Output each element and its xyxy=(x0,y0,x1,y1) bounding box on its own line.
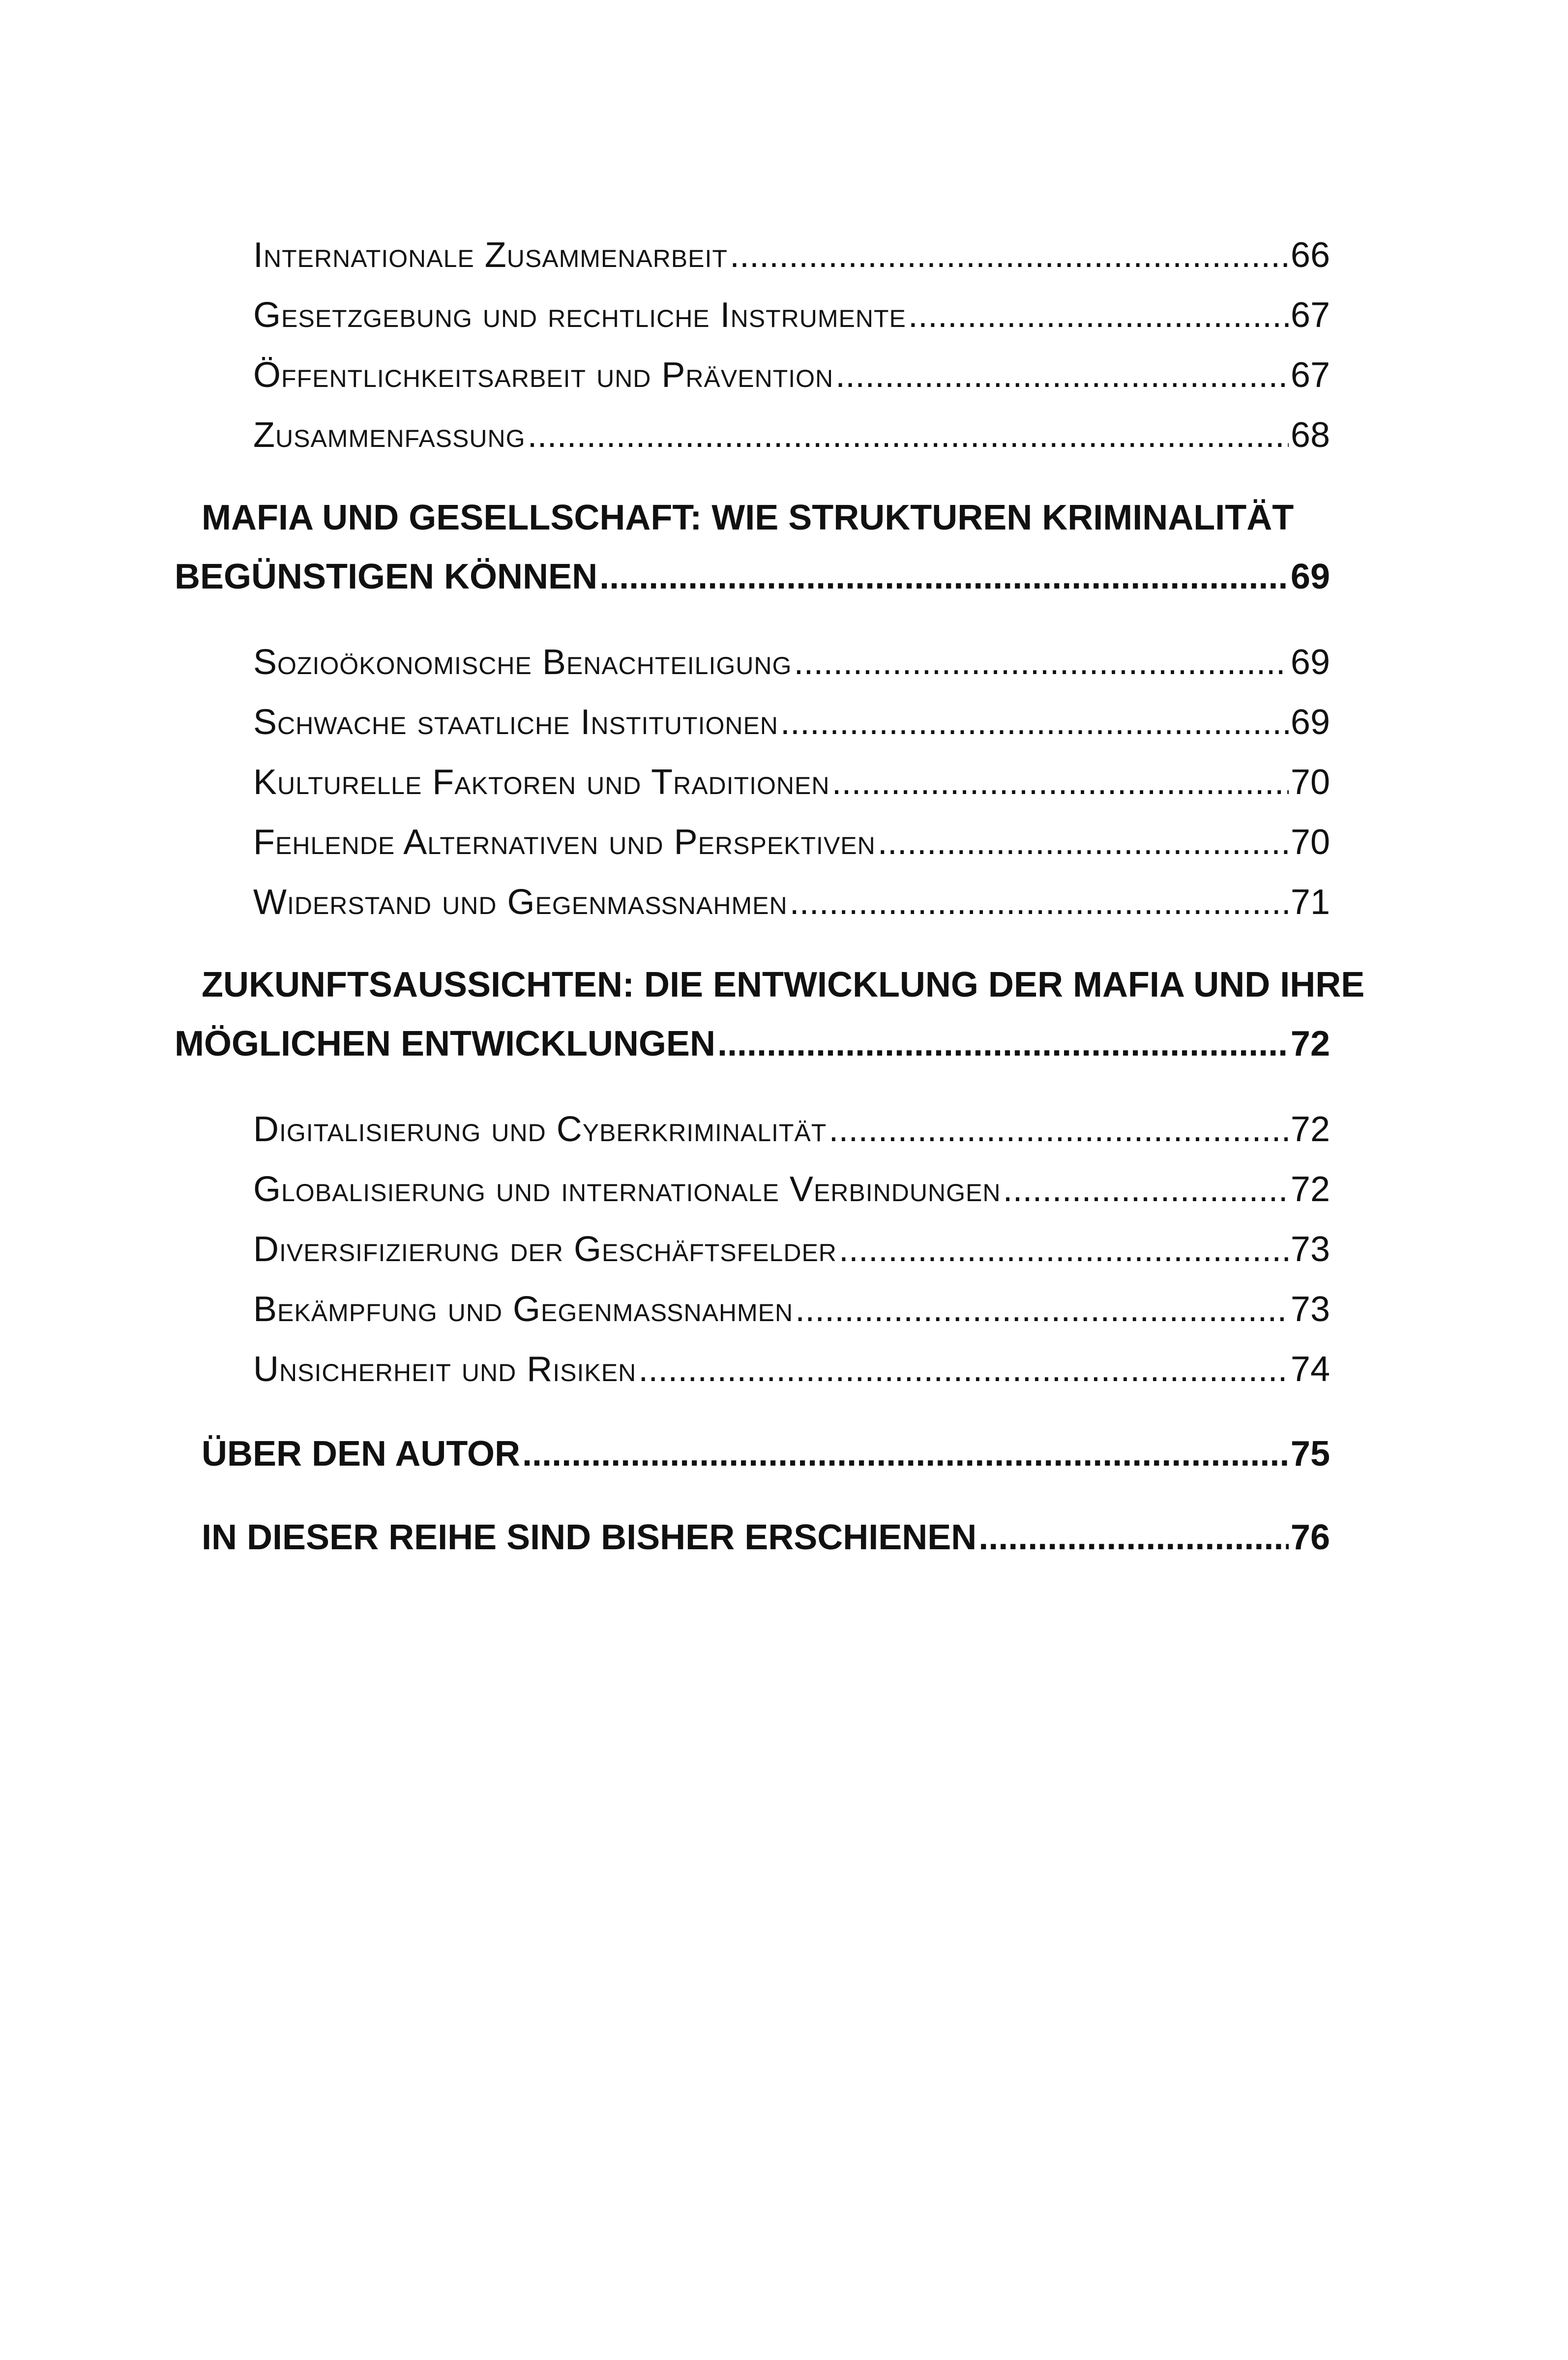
toc-page-number: 69 xyxy=(1290,557,1330,596)
toc-leader-dots xyxy=(794,640,1289,684)
toc-page-number: 74 xyxy=(1290,1350,1330,1389)
toc-entry-label: BEGÜNSTIGEN KÖNNEN xyxy=(175,557,598,596)
toc-page-number: 72 xyxy=(1290,1024,1330,1063)
toc-entry-label: Digitalisierung und Cyberkriminalität xyxy=(253,1110,827,1149)
toc-leader-dots xyxy=(828,1107,1289,1151)
toc-entry-fehlende-alternativen[interactable] xyxy=(253,820,1330,864)
toc-entry-globalisierung[interactable] xyxy=(253,1167,1330,1211)
toc-page-number: 73 xyxy=(1290,1230,1330,1269)
toc-page-number: 76 xyxy=(1290,1518,1330,1557)
toc-entry-label: Gesetzgebung und rechtliche Instrumente xyxy=(253,295,906,335)
toc-page-number: 67 xyxy=(1290,355,1330,395)
toc-leader-dots xyxy=(522,1432,1289,1476)
toc-leader-dots xyxy=(599,555,1289,599)
toc-chapter-mafia-gesellschaft-line1[interactable]: MAFIA UND GESELLSCHAFT: WIE STRUKTUREN KRIMINALITÄT xyxy=(202,498,1294,537)
toc-entry-label: ÜBER DEN AUTOR xyxy=(202,1434,521,1474)
toc-leader-dots xyxy=(878,820,1289,864)
toc-chapter-ueber-den-autor[interactable] xyxy=(202,1432,1330,1476)
toc-page-number: 75 xyxy=(1290,1434,1330,1474)
toc-leader-dots xyxy=(780,700,1289,744)
toc-leader-dots xyxy=(795,1287,1289,1331)
toc-entry-label: Diversifizierung der Geschäftsfelder xyxy=(253,1230,837,1269)
toc-entry-bekaempfung[interactable] xyxy=(253,1287,1330,1331)
toc-entry-label: Zusammenfassung xyxy=(253,415,526,455)
toc-chapter-zukunftsaussichten-line1[interactable]: ZUKUNFTSAUSSICHTEN: DIE ENTWICKLUNG DER MAFIA UND IHRE xyxy=(202,965,1365,1004)
toc-entry-label: Unsicherheit und Risiken xyxy=(253,1350,637,1389)
toc-page-number: 73 xyxy=(1290,1290,1330,1329)
toc-entry-digitalisierung[interactable] xyxy=(253,1107,1330,1151)
toc-leader-dots xyxy=(790,880,1289,924)
toc-entry-label: Bekämpfung und Gegenmaßnahmen xyxy=(253,1290,794,1329)
toc-page-number: 72 xyxy=(1290,1110,1330,1149)
toc-entry-zusammenfassung[interactable] xyxy=(253,413,1330,457)
toc-page-number: 71 xyxy=(1290,883,1330,922)
toc-chapter-mafia-gesellschaft[interactable] xyxy=(175,555,1330,599)
toc-entry-oeffentlichkeitsarbeit[interactable] xyxy=(253,353,1330,397)
toc-page-number: 69 xyxy=(1290,703,1330,742)
toc-entry-diversifizierung[interactable] xyxy=(253,1227,1330,1271)
toc-entry-label: Fehlende Alternativen und Perspektiven xyxy=(253,823,876,862)
toc-entry-label: Internationale Zusammenarbeit xyxy=(253,236,728,275)
toc-entry-kulturelle-faktoren[interactable] xyxy=(253,760,1330,804)
toc-entry-label: Öffentlichkeitsarbeit und Prävention xyxy=(253,355,834,395)
toc-leader-dots xyxy=(978,1515,1289,1560)
toc-entry-internationale-zusammenarbeit[interactable] xyxy=(253,233,1330,277)
toc-leader-dots xyxy=(730,233,1289,277)
toc-page-number: 70 xyxy=(1290,763,1330,802)
toc-entry-label: Schwache staatliche Institutionen xyxy=(253,703,778,742)
toc-entry-label: Sozioökonomische Benachteiligung xyxy=(253,643,792,682)
toc-leader-dots xyxy=(835,353,1289,397)
toc-entry-widerstand[interactable] xyxy=(253,880,1330,924)
toc-leader-dots xyxy=(831,760,1288,804)
toc-entry-soziooekonomische-benachteiligung[interactable] xyxy=(253,640,1330,684)
toc-chapter-zukunftsaussichten[interactable] xyxy=(175,1022,1330,1066)
toc-leader-dots xyxy=(528,413,1289,457)
toc-entry-schwache-institutionen[interactable] xyxy=(253,700,1330,744)
toc-leader-dots xyxy=(908,293,1289,337)
toc-entry-label: MÖGLICHEN ENTWICKLUNGEN xyxy=(175,1024,715,1063)
toc-entry-unsicherheit[interactable] xyxy=(253,1347,1330,1391)
toc-page-number: 72 xyxy=(1290,1170,1330,1209)
toc-entry-label: IN DIESER REIHE SIND BISHER ERSCHIENEN xyxy=(202,1518,977,1557)
toc-chapter-reihe[interactable] xyxy=(202,1515,1330,1560)
toc-page-number: 68 xyxy=(1290,415,1330,455)
toc-page-number: 67 xyxy=(1290,295,1330,335)
toc-leader-dots xyxy=(638,1347,1289,1391)
toc-entry-label: Widerstand und Gegenmaßnahmen xyxy=(253,883,788,922)
toc-entry-label: Globalisierung und internationale Verbindungen xyxy=(253,1170,1001,1209)
toc-page-number: 69 xyxy=(1290,643,1330,682)
toc-entry-gesetzgebung[interactable] xyxy=(253,293,1330,337)
toc-leader-dots xyxy=(717,1022,1289,1066)
toc-page-number: 66 xyxy=(1290,236,1330,275)
toc-page-number: 70 xyxy=(1290,823,1330,862)
toc-entry-label: Kulturelle Faktoren und Traditionen xyxy=(253,763,830,802)
toc-leader-dots xyxy=(839,1227,1289,1271)
toc-leader-dots xyxy=(1003,1167,1288,1211)
